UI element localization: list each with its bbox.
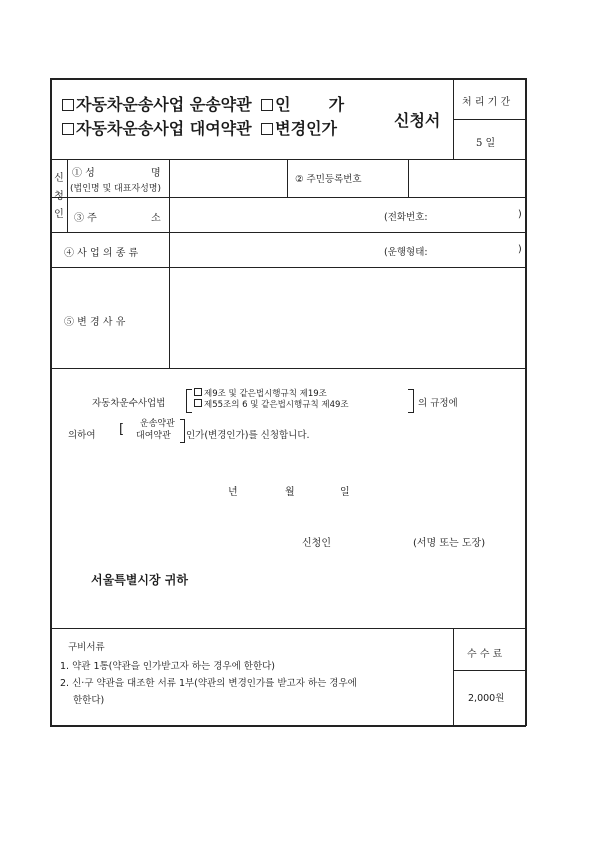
- checkbox-law-option-1[interactable]: [194, 388, 202, 396]
- name-label-sub: (법인명 및 대표자성명): [70, 184, 161, 194]
- checkbox-law-option-2[interactable]: [194, 399, 202, 407]
- date-year: 년: [228, 487, 238, 498]
- law-bracket-open: [186, 389, 192, 413]
- processing-period-value: 5 일: [476, 138, 496, 149]
- change-reason-label: ⑤ 변 경 사 유: [64, 317, 126, 328]
- phone-close: ): [518, 209, 522, 220]
- title-approval-1: 인: [275, 95, 291, 114]
- operation-type-close: ): [518, 244, 522, 255]
- terms-option-1: 운송약관: [140, 419, 175, 429]
- applicant-signature-label: 신청인: [302, 538, 331, 549]
- name-label-end: 명: [151, 168, 161, 179]
- terms-bracket-open: [: [119, 422, 125, 437]
- checkbox-change-approval[interactable]: [261, 123, 273, 135]
- fee-label: 수 수 료: [467, 649, 503, 660]
- terms-bracket-close: [180, 419, 185, 443]
- law-suffix: 의 규정에: [418, 398, 458, 409]
- business-type-field[interactable]: [171, 234, 381, 266]
- law-prefix: 자동차운수사업법: [92, 398, 166, 409]
- address-field[interactable]: [171, 199, 381, 231]
- signature-field[interactable]: [340, 528, 410, 548]
- date-day: 일: [340, 487, 350, 498]
- signature-hint: (서명 또는 도장): [413, 538, 486, 549]
- law-option-1-text: 제9조 및 같은법시행규칙 제19조: [204, 389, 327, 399]
- applicant-side-label: [52, 170, 66, 224]
- rrn-label: ② 주민등록번호: [295, 174, 362, 185]
- document-item-2: 2. 신·구 약관을 대조한 서류 1부(약관의 변경인가를 받고자 하는 경우에: [60, 678, 357, 689]
- document-item-1: 1. 약관 1통(약관을 인가받고자 하는 경우에 한한다): [60, 661, 276, 672]
- form-title: [62, 93, 344, 141]
- name-label: ① 성: [72, 168, 95, 179]
- phone-label: (전화번호:: [384, 212, 428, 223]
- applicant-side-char-1: 신: [54, 173, 64, 184]
- change-reason-field[interactable]: [171, 269, 523, 366]
- law-option-2: [194, 399, 349, 411]
- documents-heading: 구비서류: [68, 642, 105, 653]
- title-change-approval: 변경인가: [275, 119, 337, 138]
- title-approval-2: 가: [328, 95, 345, 114]
- recipient: 서울특별시장 귀하: [91, 573, 188, 587]
- title-suffix: 신청서: [394, 111, 441, 130]
- law-bracket-close: [408, 389, 414, 413]
- checkbox-approval[interactable]: [261, 99, 273, 111]
- terms-option-2: 대여약관: [136, 431, 171, 441]
- declaration-line2-suffix: 인가(변경인가)를 신청합니다.: [186, 430, 310, 441]
- fee-value: 2,000원: [468, 693, 505, 704]
- date-month: 월: [285, 487, 295, 498]
- operation-type-label: (운행형태:: [384, 247, 428, 258]
- processing-period-label: 처 리 기 간: [462, 97, 511, 108]
- checkbox-transport-terms[interactable]: [62, 99, 74, 111]
- name-field[interactable]: [171, 161, 285, 195]
- title-rental-terms: 자동차운송사업 대여약관: [76, 119, 252, 138]
- address-label: ③ 주: [74, 213, 97, 224]
- address-label-end: 소: [151, 213, 161, 224]
- applicant-side-char-3: 인: [54, 209, 64, 220]
- business-type-label: ④ 사 업 의 종 류: [64, 248, 139, 259]
- law-option-2-text: 제55조의 6 및 같은법시행규칙 제49조: [204, 400, 349, 410]
- document-item-2-cont: 한한다): [73, 695, 105, 706]
- checkbox-rental-terms[interactable]: [62, 123, 74, 135]
- applicant-side-char-2: 청: [54, 191, 64, 202]
- rrn-field[interactable]: [410, 161, 523, 195]
- declaration-line2-prefix: 의하여: [68, 430, 96, 441]
- title-transport-terms: 자동차운송사업 운송약관: [76, 95, 252, 114]
